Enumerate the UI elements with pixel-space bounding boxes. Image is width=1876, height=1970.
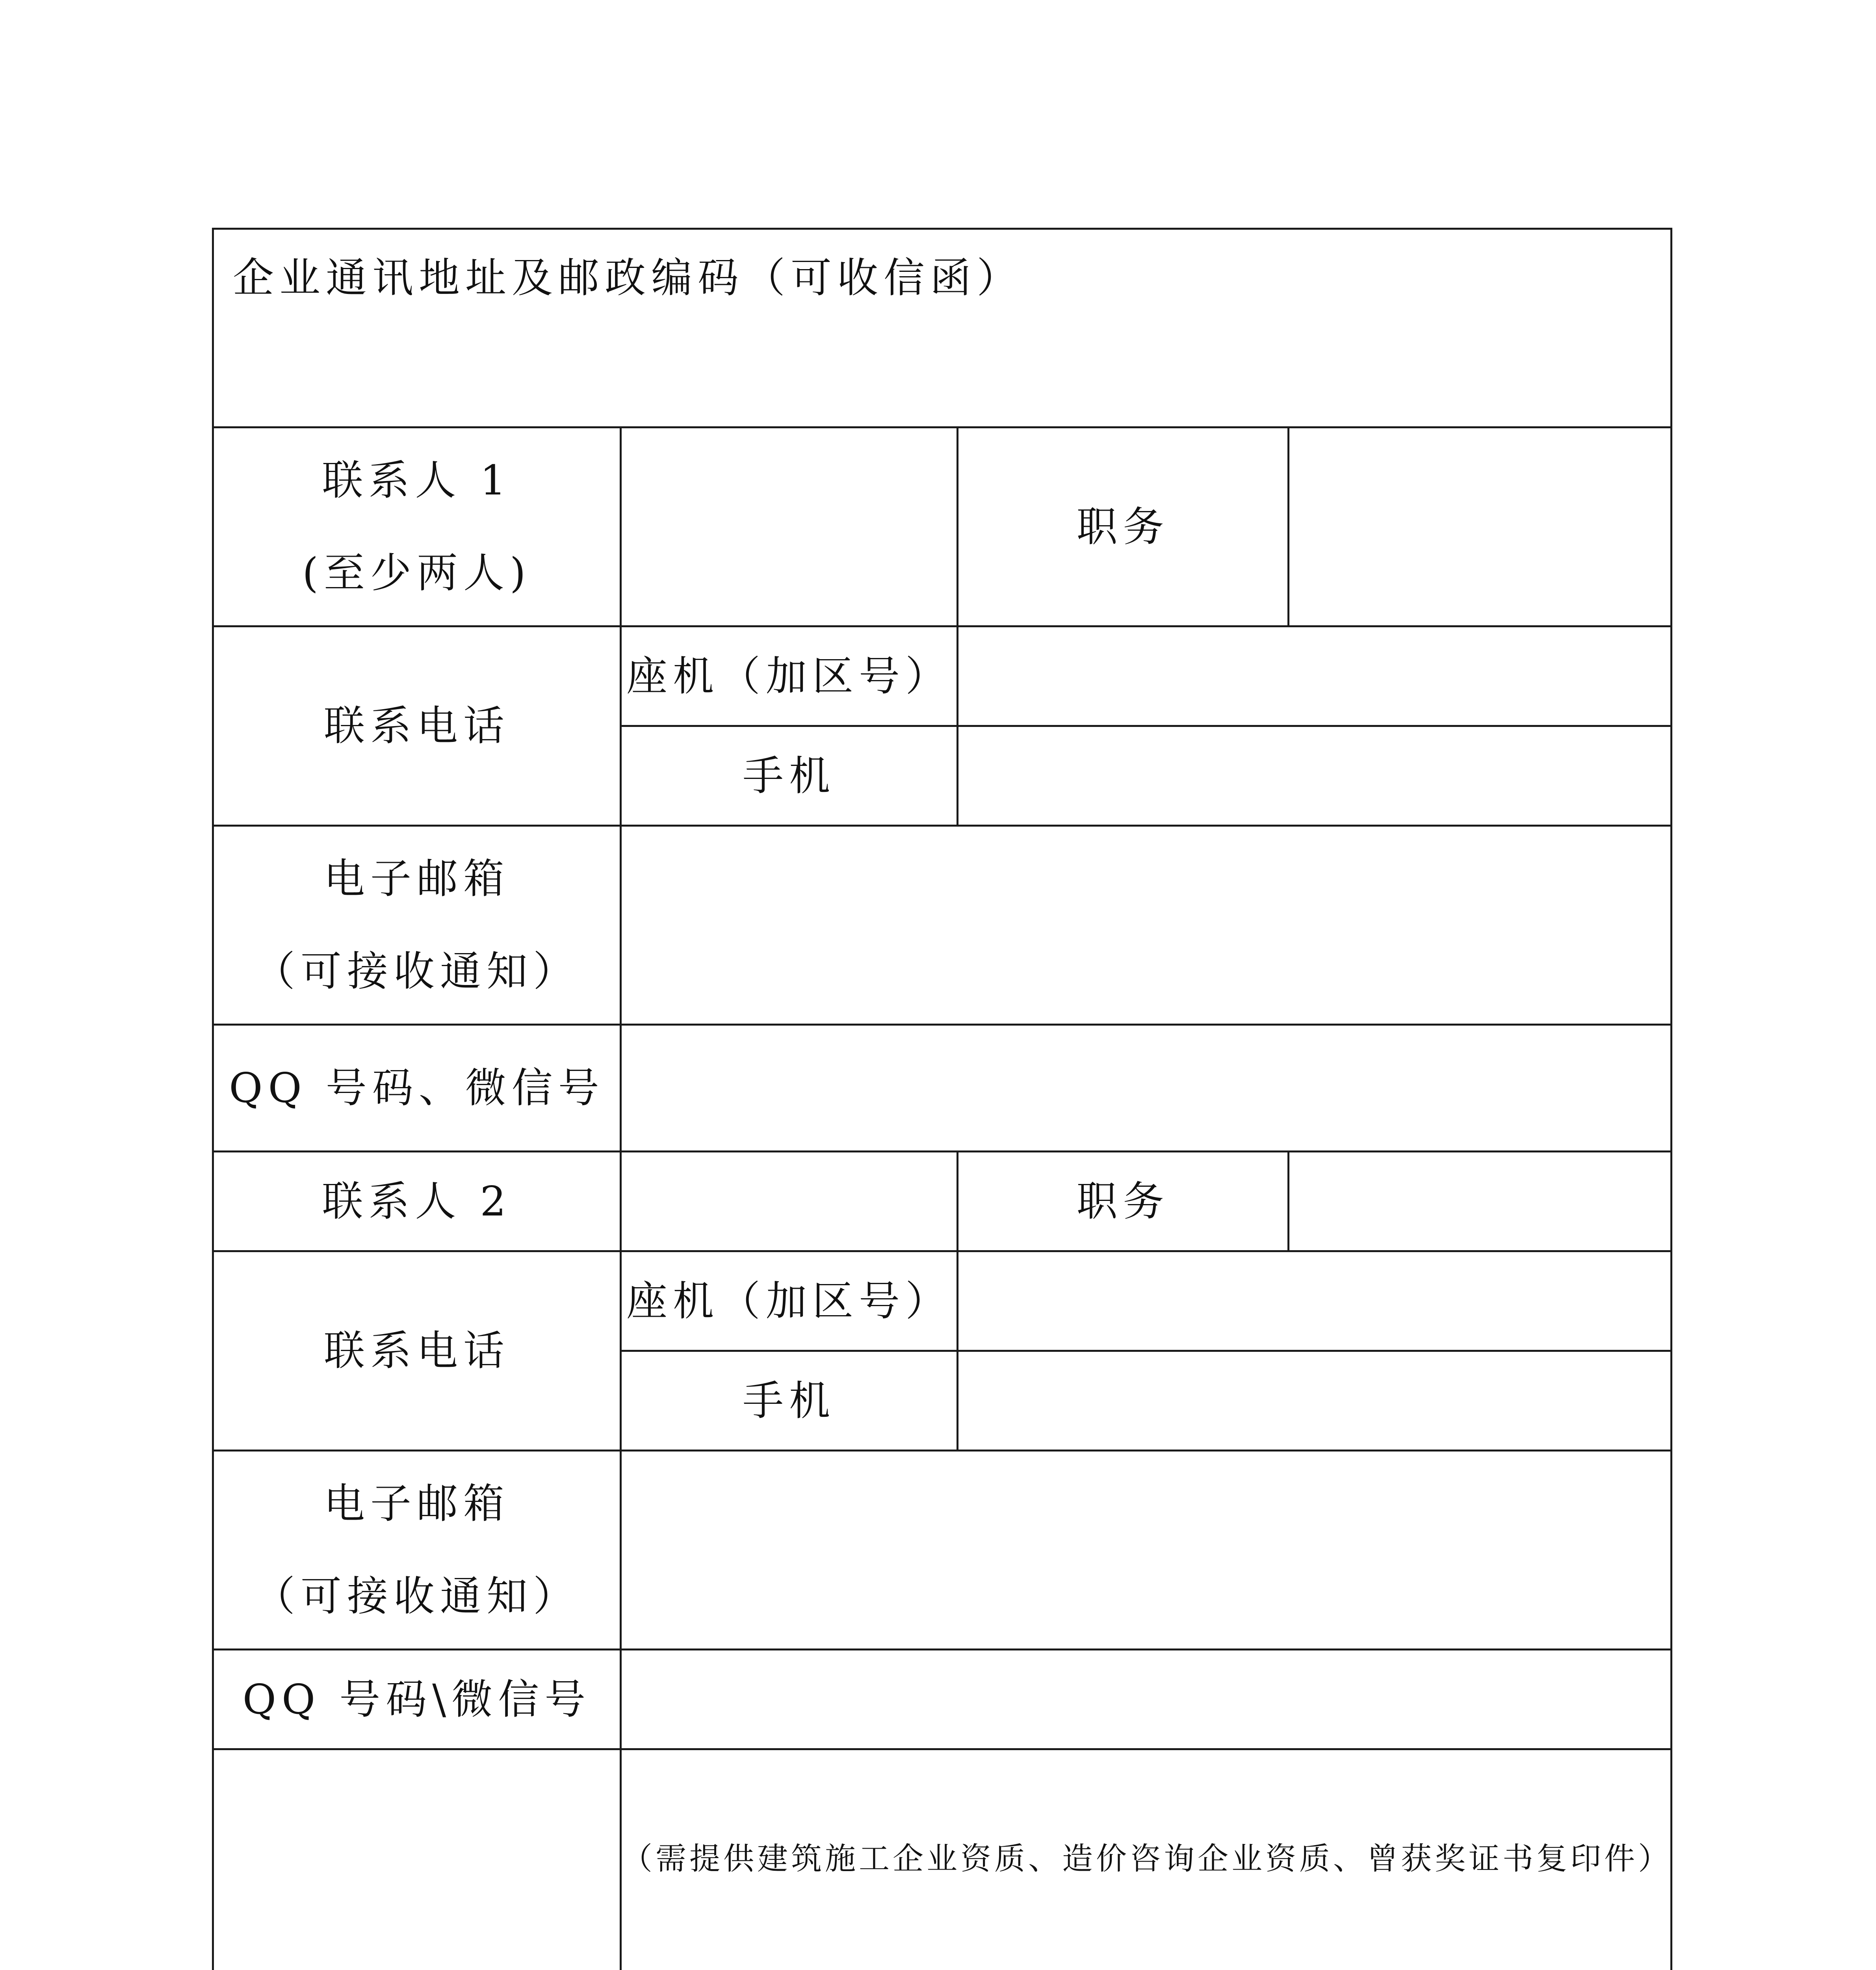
contact1-im-value[interactable] bbox=[621, 1025, 1672, 1152]
contact1-position-label: 职务 bbox=[958, 427, 1289, 626]
materials-row bbox=[213, 1749, 1672, 1970]
contact1-note: (至少两人) bbox=[302, 549, 531, 597]
contact1-landline-label: 座机（加区号） bbox=[621, 626, 958, 726]
contact2-im-row bbox=[213, 1650, 1672, 1749]
contact1-label: 联系人 1 bbox=[322, 456, 512, 505]
contact1-row bbox=[213, 427, 1672, 626]
materials-label bbox=[213, 1749, 621, 1970]
contact2-mobile-label: 手机 bbox=[621, 1351, 958, 1451]
contact1-landline-row bbox=[213, 626, 1672, 726]
contact1-position-value[interactable] bbox=[1289, 427, 1672, 626]
contact2-email-note: （可接收通知） bbox=[254, 1572, 580, 1620]
contact2-name-value[interactable] bbox=[621, 1152, 958, 1251]
contact1-landline-value[interactable] bbox=[958, 626, 1672, 726]
contact2-row bbox=[213, 1152, 1672, 1251]
contact1-im-row bbox=[213, 1025, 1672, 1152]
address-cell[interactable] bbox=[213, 229, 1672, 427]
address-label: 企业通讯地址及邮政编码（可收信函） bbox=[233, 254, 1023, 302]
contact1-label-cell bbox=[213, 427, 621, 626]
contact1-email-note: （可接收通知） bbox=[254, 947, 580, 995]
contact2-email-row bbox=[213, 1451, 1672, 1650]
contact1-mobile-label: 手机 bbox=[621, 726, 958, 826]
contact2-email-label: 电子邮箱 bbox=[323, 1479, 510, 1528]
contact2-email-label-cell bbox=[213, 1451, 621, 1650]
contact2-im-value[interactable] bbox=[621, 1650, 1672, 1749]
contact1-phone-label: 联系电话 bbox=[213, 626, 621, 826]
contact2-position-label: 职务 bbox=[958, 1152, 1289, 1251]
materials-note: （需提供建筑施工企业资质、造价咨询企业资质、曾获奖证书复印件） bbox=[622, 1841, 1672, 1877]
address-row bbox=[213, 229, 1672, 427]
contact2-mobile-value[interactable] bbox=[958, 1351, 1672, 1451]
contact1-email-row bbox=[213, 826, 1672, 1025]
contact2-landline-row bbox=[213, 1251, 1672, 1351]
materials-value[interactable] bbox=[621, 1749, 1672, 1970]
contact2-im-label: QQ 号码\微信号 bbox=[213, 1650, 621, 1749]
contact1-email-label-cell bbox=[213, 826, 621, 1025]
contact2-landline-label: 座机（加区号） bbox=[621, 1251, 958, 1351]
contact2-label: 联系人 2 bbox=[213, 1152, 621, 1251]
contact2-landline-value[interactable] bbox=[958, 1251, 1672, 1351]
contact1-name-value[interactable] bbox=[621, 427, 958, 626]
contact1-im-label: QQ 号码、微信号 bbox=[213, 1025, 621, 1152]
contact1-email-label: 电子邮箱 bbox=[323, 855, 510, 903]
registration-form-table bbox=[212, 228, 1672, 1970]
contact2-position-value[interactable] bbox=[1289, 1152, 1672, 1251]
contact2-phone-label: 联系电话 bbox=[213, 1251, 621, 1451]
contact1-mobile-value[interactable] bbox=[958, 726, 1672, 826]
contact2-email-value[interactable] bbox=[621, 1451, 1672, 1650]
contact1-email-value[interactable] bbox=[621, 826, 1672, 1025]
